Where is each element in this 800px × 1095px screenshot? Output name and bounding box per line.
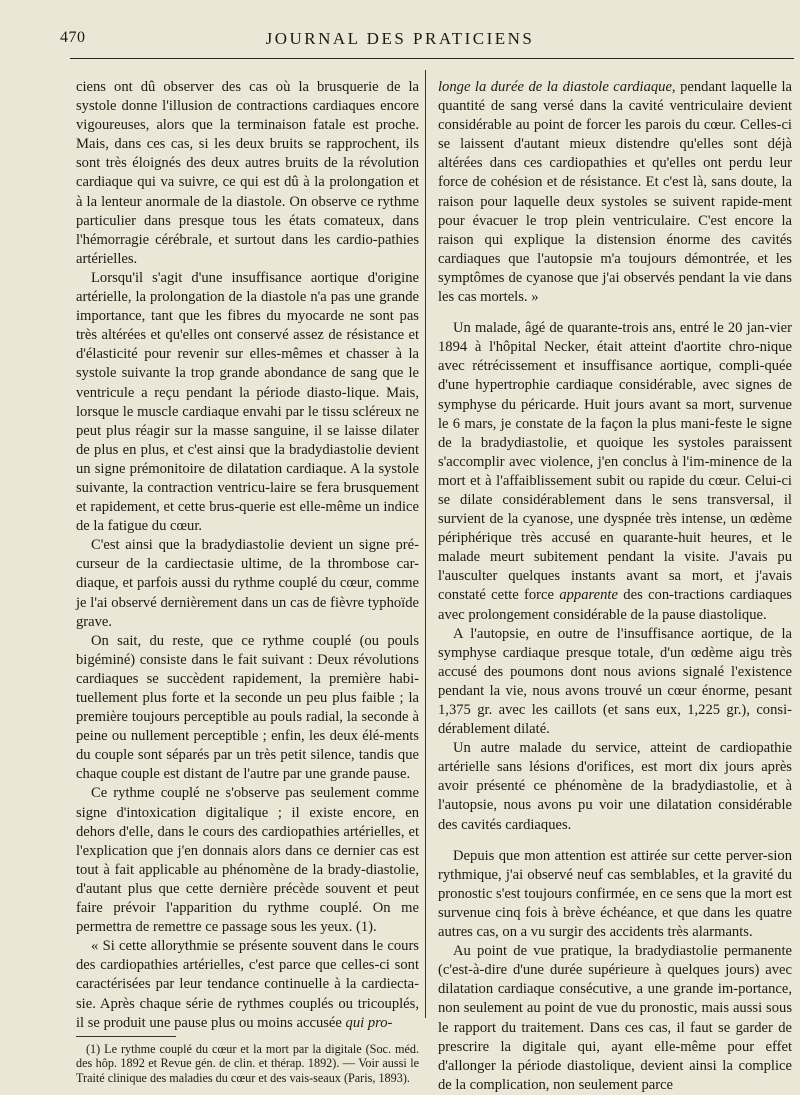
right-paragraph-3: A l'autopsie, en outre de l'insuffisance aortique, de la symphyse cardiaque presque totale, d'un œdème aigu très accusé des poumons dont nous avions signalé l'existence pendant la vie, nous avons trouvé un cœur énorme, pesant 1,375 gr. avec les caillots (et sans eux, 1,225 gr.), consi-dérablement dilaté. (438, 625, 792, 738)
running-title: JOURNAL DES PRATICIENS (265, 29, 535, 48)
footnote-rule (76, 1036, 176, 1037)
right-paragraph-2-text: Un malade, âgé de quarante-trois ans, entré le 20 jan-vier 1894 à l'hôpital Necker, était atteint d'aortite chro-nique avec rétrécissement et insuffisance aortique, compli-quée d'une hypertrophie cardiaque considérable, avec signes de symphyse du péricarde. Huit jours avant sa mort, survenue le 6 mars, je constate de la façon la plus mani-feste le signe de la bradydiastolie, et quoique les systoles paraissent s'accomplir avec violence, j'en conclus à l'im-minence de la mort et à l'affaiblissement subit ou rapide du cœur. Celui-ci se dilate considérablement dans le sens transversal, il survient de la cyanose, une dyspnée très intense, un œdème périphérique très accusé en quarante-huit heures, et le malade meurt subitement pendant la visite. J'avais pu l'ausculter quelques instants avant sa mort, et j'avais constaté cette force (438, 320, 792, 604)
left-paragraph-1: ciens ont dû observer des cas où la brusquerie de la systole donne l'illusion de contractions cardiaques encore vigoureuses, alors que la terminaison fatale est proche. Mais, dans ces cas, si les deux bruits se rapprochent, ils sont très éloignés des deux autres bruits de la révolution cardiaque qui va suivre, ce qui est dû à la prolongation et à la lenteur anormale de la diastole. On observe ce rythme particulier dans presque tous les états comateux, dans l'hémorragie cérébrale, et surtout dans les cardio-pathies artérielles. (76, 79, 419, 267)
left-paragraph-6-italic: qui pro- (345, 1014, 393, 1031)
right-column (438, 78, 792, 1095)
footnote-1: (1) Le rythme couplé du cœur et la mort par la digitale (Soc. méd. des hôp. 1892 et Revue gén. de clin. et thérap. 1892). — Voir aussi le Traité clinique des maladies du cœur et des vais-seaux (Paris, 1893). (76, 1041, 419, 1086)
left-paragraph-4: On sait, du reste, que ce rythme couplé (ou pouls bigéminé) consiste dans le fait suivant : Deux révolutions cardiaques se succèdent rapidement, la première habi-tuellement plus forte et la seconde un peu plus faible ; la première toujours perceptible au pouls radial, la seconde à peine ou nullement perceptible ; enfin, les deux élé-ments du couple sont séparés par un très petit silence, tandis que chaque couple est distant de l'autre par une grande pause. (76, 632, 419, 783)
left-paragraph-2: Lorsqu'il s'agit d'une insuffisance aortique d'origine artérielle, la prolongation de la diastole n'a pas une grande importance, tant que les fibres du myocarde ne sont pas très altérées et qu'elles ont conservé assez de résistance et d'élasticité pour revenir sur elles-mêmes et chasser à la systole suivante la trop grande abondance de sang que le ventricule a reçu pendant la période diasto-lique. Mais, lorsque le muscle cardiaque envahi par le tissu scléreux ne peut plus réagir sur la masse sanguine, il se laisse dilater de plus en plus, et c'est ainsi que la bradydiastolie devient un signe prémonitoire de dilatation cardiaque. A la systole suivante, la contraction ventricu-laire se fera brusquement et rapidement, et cette brus-querie est elle-même un indice de la fatigue du cœur. (76, 269, 419, 535)
left-column (76, 78, 419, 1086)
right-paragraph-1-italic: longe la durée de la diastole cardiaque, (438, 79, 676, 95)
left-paragraph-5: Ce rythme couplé ne s'observe pas seulement comme signe d'intoxication digitalique ; il existe encore, en dehors d'elle, dans le cours des cardiopathies artérielles, et l'explication que j'en donnais alors dans ce dernier cas est tout à fait applicable au phénomène de la brady-diastolie, d'autant plus que cette dernière précède souvent et peut faire prévoir l'apparition du rythme couplé. On me permettra de remettre ce passage sous les yeux. (1). (76, 785, 419, 936)
left-paragraph-6 (76, 937, 419, 1032)
right-paragraph-2-italic: apparente (559, 587, 618, 604)
header-rule (70, 58, 794, 59)
left-paragraph-3: C'est ainsi que la bradydiastolie devient un signe pré-curseur de la cardiectasie ultime, de la thrombose car-diaque, et parfois aussi du rythme couplé du cœur, comme je l'ai observé dernièrement dans un cas de fièvre typhoïde grave. (76, 537, 419, 630)
footnotes (76, 1042, 419, 1086)
column-divider (425, 70, 426, 1018)
right-paragraph-1-text: pendant laquelle la quantité de sang versé dans la cavité ventriculaire devient considérable au point de forcer les parois du cœur. Celles-ci se laissent d'autant mieux distendre qu'elles sont déjà altérées dans ces cardiopathies et qu'elles ont perdu leur force de cohésion et de résistance. Et c'est là, sans doute, la raison pour laquelle deux systoles se suivent rapide-ment pour évacuer le trop plein ventriculaire. C'est encore la raison qui explique la distension énorme des cavités cardiaques que l'autopsie m'a toujours démontrée, et les symptômes de cyanose que j'ai observés pendant la vie dans les cas mortels. » (438, 79, 792, 306)
page-header (0, 0, 800, 60)
right-paragraph-4: Un autre malade du service, atteint de cardiopathie artérielle sans lésions d'orifices, est mort dix jours après avoir présenté ce phénomène de la bradydiastolie, et à l'autopsie, nous avons pu voir une dilatation considérable des cavités cardiaques. (438, 740, 792, 833)
page-number: 470 (60, 29, 86, 46)
right-paragraph-2-end: des con-tractions cardiaques avec prolongement considérable de la pause diastolique. (438, 587, 792, 623)
right-paragraph-2 (438, 319, 792, 625)
right-paragraph-5: Depuis que mon attention est attirée sur cette perver-sion rythmique, j'ai observé neuf cas semblables, et la gravité du pronostic s'est toujours confirmée, en ce sens que la mort est survenue cinq fois à brève échéance, et que dans les quatre autres cas, on a vu surgir des accidents très alarmants. (438, 847, 792, 941)
right-paragraph-6: Au point de vue pratique, la bradydiastolie permanente (c'est-à-dire d'une durée supérieure à quelques jours) avec dilatation cardiaque consécutive, a une grande im-portance, non seulement au point de vue du pronostic, mais aussi sous le rapport du traitement. Dans ces cas, il faut se garder de prescrire la digitale qui, ayant elle-même pour effet d'allonger la période diastolique, devient ainsi la complice de la complication, non seulement parce (438, 943, 792, 1093)
right-paragraph-1 (438, 78, 792, 307)
left-paragraph-6-text: « Si cette allorythmie se présente souvent dans le cours des cardiopathies artérielles, c'est parce que celles-ci sont caractérisées par leur tendance continuelle à la cardiecta-sie. Après chaque série de rythmes couplés ou tricouplés, il se produit une pause plus ou moins accusée (76, 938, 419, 1031)
